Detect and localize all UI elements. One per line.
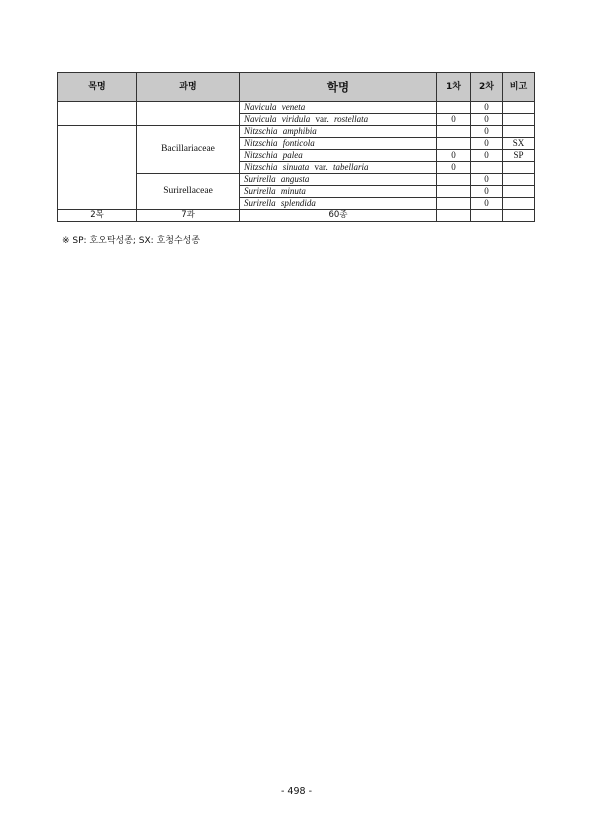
order-cell — [58, 126, 137, 210]
epithet: amphibia — [282, 126, 317, 136]
genus: Nitzschia — [244, 126, 278, 136]
first-survey-cell — [437, 138, 471, 150]
scientific-name-cell — [240, 174, 437, 186]
scientific-name-cell — [240, 150, 437, 162]
totals-row — [58, 210, 535, 222]
scientific-name-cell — [240, 114, 437, 126]
header-second-survey: 2차 — [471, 73, 503, 102]
first-survey-cell: 0 — [437, 150, 471, 162]
remark-cell — [503, 186, 535, 198]
header-remarks: 비고 — [503, 73, 535, 102]
remark-cell: SP — [503, 150, 535, 162]
second-survey-cell: 0 — [471, 198, 503, 210]
table-row — [58, 126, 535, 138]
scientific-name-cell — [240, 102, 437, 114]
first-survey-cell — [437, 126, 471, 138]
remark-cell — [503, 198, 535, 210]
genus: Nitzschia — [244, 150, 278, 160]
epithet: splendida — [280, 198, 316, 208]
species-table — [57, 72, 535, 222]
scientific-name-cell — [240, 126, 437, 138]
second-survey-cell: 0 — [471, 114, 503, 126]
first-survey-cell — [437, 102, 471, 114]
second-survey-cell: 0 — [471, 150, 503, 162]
remark-cell — [503, 174, 535, 186]
second-survey-cell: 0 — [471, 186, 503, 198]
second-survey-cell: 0 — [471, 174, 503, 186]
epithet: palea — [282, 150, 303, 160]
epithet: fonticola — [282, 138, 315, 148]
total-remarks — [503, 210, 535, 222]
total-first-survey — [437, 210, 471, 222]
genus: Surirella — [244, 186, 276, 196]
family-cell-surirellaceae: Surirellaceae — [137, 174, 240, 210]
second-survey-cell: 0 — [471, 102, 503, 114]
order-cell — [58, 102, 137, 126]
table-row — [58, 102, 535, 114]
rank: var. — [315, 114, 329, 124]
genus: Nitzschia — [244, 138, 278, 148]
first-survey-cell — [437, 186, 471, 198]
scientific-name-cell — [240, 186, 437, 198]
epithet: sinuata — [282, 162, 310, 172]
genus: Nitzschia — [244, 162, 278, 172]
epithet: viridula — [281, 114, 311, 124]
first-survey-cell — [437, 198, 471, 210]
scientific-name-cell — [240, 162, 437, 174]
genus: Surirella — [244, 174, 276, 184]
remark-cell — [503, 126, 535, 138]
epithet: angusta — [280, 174, 310, 184]
remark-cell — [503, 102, 535, 114]
header-row — [58, 73, 535, 102]
remark-cell — [503, 162, 535, 174]
first-survey-cell: 0 — [437, 162, 471, 174]
family-cell-bacillariaceae: Bacillariaceae — [137, 126, 240, 174]
total-second-survey — [471, 210, 503, 222]
genus: Navicula — [244, 102, 277, 112]
remark-cell — [503, 114, 535, 126]
page-number: - 498 - — [280, 786, 313, 797]
epithet: minuta — [280, 186, 306, 196]
header-order: 목명 — [58, 73, 137, 102]
remark-cell: SX — [503, 138, 535, 150]
genus: Surirella — [244, 198, 276, 208]
infraspecific: rostellata — [334, 114, 369, 124]
scientific-name-cell — [240, 138, 437, 150]
genus: Navicula — [244, 114, 277, 124]
footnote: ※ SP: 호오탁성종; SX: 호청수성종 — [62, 236, 201, 246]
family-cell — [137, 102, 240, 126]
second-survey-cell: 0 — [471, 138, 503, 150]
scientific-name-cell — [240, 198, 437, 210]
second-survey-cell — [471, 162, 503, 174]
total-species: 60종 — [240, 210, 437, 222]
total-orders: 2목 — [58, 210, 137, 222]
total-families: 7과 — [137, 210, 240, 222]
header-first-survey: 1차 — [437, 73, 471, 102]
second-survey-cell: 0 — [471, 126, 503, 138]
header-family: 과명 — [137, 73, 240, 102]
rank: var. — [314, 162, 328, 172]
infraspecific: tabellaria — [333, 162, 369, 172]
first-survey-cell — [437, 174, 471, 186]
first-survey-cell: 0 — [437, 114, 471, 126]
header-scientific-name: 학명 — [240, 73, 437, 102]
epithet: veneta — [281, 102, 306, 112]
